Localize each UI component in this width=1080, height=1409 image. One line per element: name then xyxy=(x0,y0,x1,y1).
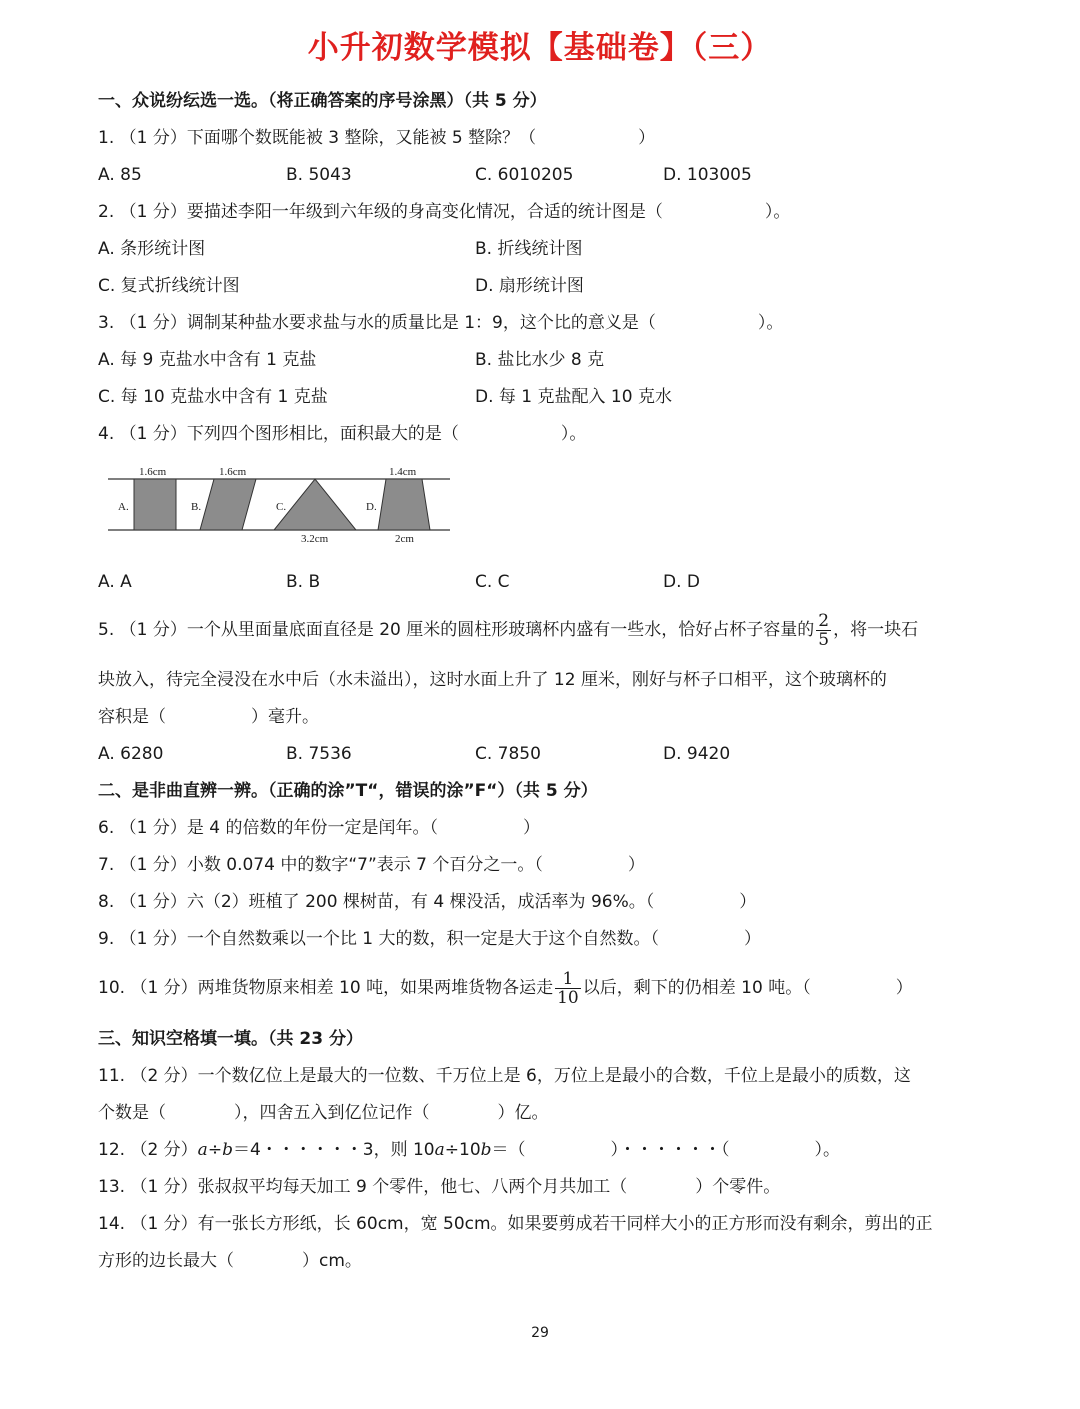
section-2-heading: 二、是非曲直辨一辨。（正确的涂”T“，错误的涂”F“）（共 5 分） xyxy=(98,781,598,801)
shape-b-width-label: 1.6cm xyxy=(219,466,247,478)
q12-pre: 12. （2 分） xyxy=(98,1140,198,1160)
section-3-heading: 三、知识空格填一填。（共 23 分） xyxy=(98,1029,363,1049)
question-4: 4. （1 分）下列四个图形相比，面积最大的是（ ）。 xyxy=(98,424,587,444)
q1-option-c[interactable]: C. 6010205 xyxy=(475,165,574,185)
q10-text-b: 以后，剩下的仍相差 10 吨。（ ） xyxy=(582,978,913,998)
q12-post: ＝（ ）・・・・・・（ ）。 xyxy=(491,1140,841,1160)
q4-option-d[interactable]: D. D xyxy=(663,572,700,592)
question-11-line-1: 11. （2 分）一个数亿位上是最大的一位数、千万位上是 6，万位上是最小的合数，千位上是最小的质数，这 xyxy=(98,1066,911,1086)
q1-option-a[interactable]: A. 85 xyxy=(98,165,142,185)
question-2: 2. （1 分）要描述李阳一年级到六年级的身高变化情况，合适的统计图是（ ）。 xyxy=(98,202,791,222)
q3-option-b[interactable]: B. 盐比水少 8 克 xyxy=(475,350,605,370)
q4-option-b[interactable]: B. B xyxy=(286,572,321,592)
q10-text-a: 10. （1 分）两堆货物原来相差 10 吨，如果两堆货物各运走 xyxy=(98,978,554,998)
question-10 xyxy=(98,968,913,1008)
shape-a-width-label: 1.6cm xyxy=(139,466,167,478)
q5-option-c[interactable]: C. 7850 xyxy=(475,744,541,764)
q12-var-a: a xyxy=(197,1140,208,1160)
q12-div: ÷ xyxy=(207,1140,223,1160)
q4-option-a[interactable]: A. A xyxy=(98,572,132,592)
q5-fraction-numerator: 2 xyxy=(818,610,830,631)
question-5-line-1 xyxy=(98,610,918,650)
q12-div2: ÷10 xyxy=(444,1140,481,1160)
q3-option-a[interactable]: A. 每 9 克盐水中含有 1 克盐 xyxy=(98,350,317,370)
q3-option-d[interactable]: D. 每 1 克盐配入 10 克水 xyxy=(475,387,672,407)
q1-option-b[interactable]: B. 5043 xyxy=(286,165,352,185)
page-title: 小升初数学模拟【基础卷】（三） xyxy=(307,30,773,66)
q5-text-a: 5. （1 分）一个从里面量底面直径是 20 厘米的圆柱形玻璃杯内盛有一些水，恰好占杯子容量的 xyxy=(98,620,815,640)
q10-fraction xyxy=(555,970,581,1007)
q10-fraction-denominator: 10 xyxy=(557,987,579,1008)
q2-option-c[interactable]: C. 复式折线统计图 xyxy=(98,276,240,296)
shape-c-base-label: 3.2cm xyxy=(301,533,329,545)
shape-d-trapezoid xyxy=(378,479,430,530)
question-12 xyxy=(98,1139,840,1161)
q5-fraction xyxy=(816,612,831,649)
question-14-line-1: 14. （1 分）有一张长方形纸，长 60cm，宽 50cm。如果要剪成若干同样大小的正方形而没有剩余，剪出的正 xyxy=(98,1214,933,1234)
q1-option-d[interactable]: D. 103005 xyxy=(663,165,752,185)
q5-option-b[interactable]: B. 7536 xyxy=(286,744,352,764)
question-11-line-2: 个数是（ ），四舍五入到亿位记作（ ）亿。 xyxy=(98,1103,549,1123)
question-5-line-2: 块放入，待完全浸没在水中后（水未溢出），这时水面上升了 12 厘米，刚好与杯子口相平，这个玻璃杯的 xyxy=(98,670,887,690)
question-8: 8. （1 分）六（2）班植了 200 棵树苗，有 4 棵没活，成活率为 96%。（ ） xyxy=(98,892,757,912)
shape-a-rectangle xyxy=(134,479,176,530)
q4-shapes-figure xyxy=(100,462,460,548)
question-9: 9. （1 分）一个自然数乘以一个比 1 大的数，积一定是大于这个自然数。（ ） xyxy=(98,929,761,949)
q2-option-b[interactable]: B. 折线统计图 xyxy=(475,239,583,259)
question-1: 1. （1 分）下面哪个数既能被 3 整除，又能被 5 整除？（ ） xyxy=(98,128,656,148)
q5-option-d[interactable]: D. 9420 xyxy=(663,744,731,764)
shape-a-label: A. xyxy=(118,501,129,513)
q5-fraction-denominator: 5 xyxy=(818,629,830,650)
q4-option-c[interactable]: C. C xyxy=(475,572,510,592)
question-14-line-2: 方形的边长最大（ ）cm。 xyxy=(98,1251,362,1271)
shape-d-bottom-label: 2cm xyxy=(395,533,414,545)
shape-b-parallelogram xyxy=(200,479,256,530)
q2-option-a[interactable]: A. 条形统计图 xyxy=(98,239,206,259)
shape-c-label: C. xyxy=(276,501,287,513)
page-number: 29 xyxy=(531,1325,549,1341)
q10-fraction-numerator: 1 xyxy=(555,970,581,989)
question-6: 6. （1 分）是 4 的倍数的年份一定是闰年。（ ） xyxy=(98,818,540,838)
shape-c-triangle xyxy=(274,479,356,530)
question-13: 13. （1 分）张叔叔平均每天加工 9 个零件，他七、八两个月共加工（ ）个零件。 xyxy=(98,1177,781,1197)
q12-mid: ＝4・・・・・・3，则 10 xyxy=(232,1140,435,1160)
question-5-line-3: 容积是（ ）毫升。 xyxy=(98,707,319,727)
q12-var-b2: b xyxy=(480,1140,492,1160)
shape-d-label: D. xyxy=(366,501,377,513)
q2-option-d[interactable]: D. 扇形统计图 xyxy=(475,276,584,296)
question-7: 7. （1 分）小数 0.074 中的数字“7”表示 7 个百分之一。（ ） xyxy=(98,855,645,875)
q12-var-b: b xyxy=(222,1140,233,1160)
q5-option-a[interactable]: A. 6280 xyxy=(98,744,164,764)
q12-var-a2: a xyxy=(434,1140,445,1160)
q5-text-b: ，将一块石 xyxy=(833,620,919,640)
question-3: 3. （1 分）调制某种盐水要求盐与水的质量比是 1：9，这个比的意义是（ ）。 xyxy=(98,313,784,333)
shape-b-label: B. xyxy=(191,501,202,513)
q3-option-c[interactable]: C. 每 10 克盐水中含有 1 克盐 xyxy=(98,387,328,407)
section-1-heading: 一、众说纷纭选一选。（将正确答案的序号涂黑）（共 5 分） xyxy=(98,91,547,111)
shape-d-top-label: 1.4cm xyxy=(389,466,417,478)
